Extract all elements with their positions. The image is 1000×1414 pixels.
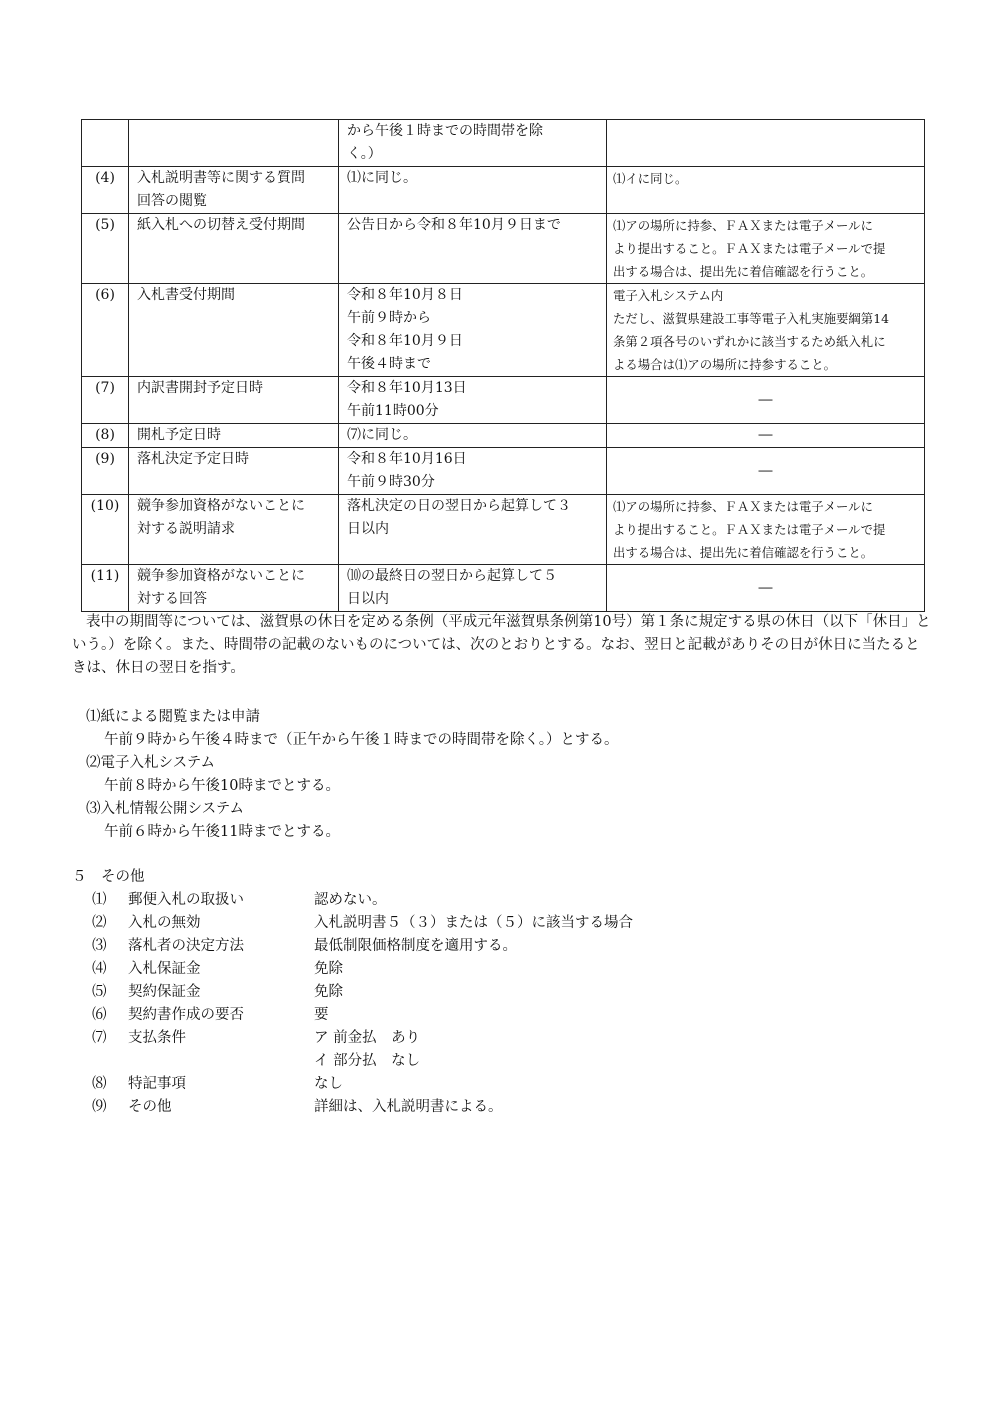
item-value: 要 [314, 1007, 329, 1023]
row-number: (5) [82, 214, 129, 284]
note-cell-line: 条第２項各号のいずれかに該当するため紙入札に [613, 334, 886, 349]
period-cell [339, 448, 607, 495]
item-number: ⑻ [92, 1076, 107, 1092]
note-cell [607, 565, 925, 612]
list-item [72, 1027, 633, 1050]
table-row [82, 214, 925, 284]
list-item [72, 1073, 633, 1096]
row-number [82, 120, 129, 167]
period-cell-line: ⑽の最終日の翌日から起算して５ [347, 568, 557, 584]
hours-value-paper: 午前９時から午後４時まで（正午から午後１時までの時間帯を除く。）とする。 [104, 732, 619, 748]
item-cell-line: 開札予定日時 [137, 427, 221, 443]
item-cell-line: 回答の閲覧 [137, 193, 207, 209]
hours-value-e-bidding: 午前８時から午後10時までとする。 [104, 778, 340, 794]
item-cell-line: 競争参加資格がないことに [137, 498, 305, 514]
table-row [82, 495, 925, 565]
note-cell-line: ― [758, 462, 773, 479]
note-cell [607, 424, 925, 448]
section-5-title: ５ その他 [72, 869, 145, 885]
item-value: 免除 [314, 961, 343, 977]
item-value: 詳細は、入札説明書による。 [314, 1099, 503, 1115]
item-number [72, 1050, 128, 1073]
list-item [72, 1050, 633, 1073]
note-cell [607, 448, 925, 495]
item-cell [129, 448, 339, 495]
item-cell [129, 495, 339, 565]
list-item [72, 981, 633, 1004]
item-key: 特記事項 [128, 1076, 186, 1092]
item-cell [129, 377, 339, 424]
item-value: 免除 [314, 984, 343, 1000]
period-cell [339, 120, 607, 167]
list-item [72, 1004, 633, 1027]
table-row [82, 565, 925, 612]
list-item [72, 889, 633, 912]
note-cell [607, 214, 925, 284]
note-cell-line: より提出すること。ＦＡＸまたは電子メールで提 [613, 522, 886, 537]
note-cell-line: より提出すること。ＦＡＸまたは電子メールで提 [613, 241, 886, 256]
row-number: (4) [82, 167, 129, 214]
item-cell-line: 対する説明請求 [137, 521, 235, 537]
hours-label-paper: ⑴紙による閲覧または申請 [86, 709, 260, 725]
table-footnote: 表中の期間等については、滋賀県の休日を定める条例（平成元年滋賀県条例第10号）第１条に規定する県の休日（以下「休日」という。）を除く。また、時間帯の記載のないものについては、次のとおりとする。なお、翌日と記載がありその日が休日に当たるときは、休日の翌日を指す。 [72, 614, 931, 676]
item-cell-line: 対する回答 [137, 591, 207, 607]
table-row [82, 284, 925, 377]
item-cell-line: 競争参加資格がないことに [137, 568, 305, 584]
item-cell [129, 120, 339, 167]
list-item [72, 958, 633, 981]
item-value: ア 前金払 あり [314, 1030, 421, 1046]
row-number: (6) [82, 284, 129, 377]
schedule-table [81, 119, 925, 612]
note-cell [607, 167, 925, 214]
item-cell [129, 424, 339, 448]
period-cell-line: 令和８年10月16日 [347, 451, 467, 467]
note-cell [607, 120, 925, 167]
period-cell [339, 167, 607, 214]
item-key: 支払条件 [128, 1030, 186, 1046]
period-cell [339, 495, 607, 565]
table-row [82, 377, 925, 424]
period-cell [339, 284, 607, 377]
item-cell [129, 565, 339, 612]
item-value: 入札説明書５（３）または（５）に該当する場合 [314, 915, 633, 931]
row-number: (7) [82, 377, 129, 424]
row-number: (8) [82, 424, 129, 448]
row-number: (9) [82, 448, 129, 495]
period-cell-line: 令和８年10月13日 [347, 380, 467, 396]
period-cell-line: から午後１時までの時間帯を除 [347, 123, 543, 139]
note-cell-line: よる場合は⑴アの場所に持参すること。 [613, 357, 837, 372]
item-number: ⑺ [92, 1030, 107, 1046]
item-number: ⑵ [92, 915, 107, 931]
note-cell-line: 出する場合は、提出先に着信確認を行うこと。 [613, 545, 874, 560]
hours-label-e-bidding: ⑵電子入札システム [86, 755, 216, 771]
item-number: ⑴ [92, 892, 107, 908]
item-number: ⑶ [92, 938, 107, 954]
hours-label-info-system: ⑶入札情報公開システム [86, 801, 245, 817]
item-cell [129, 214, 339, 284]
item-cell-line: 入札説明書等に関する質問 [137, 170, 305, 186]
business-hours-list [72, 706, 618, 844]
period-cell-line: く。） [347, 146, 382, 162]
table-row [82, 120, 925, 167]
note-cell-line: ― [758, 427, 773, 443]
section-5-list [72, 889, 633, 1119]
note-cell [607, 495, 925, 565]
item-key: 入札保証金 [128, 961, 201, 977]
period-cell-line: 令和８年10月８日 [347, 287, 463, 303]
list-item [72, 912, 633, 935]
item-cell-line: 落札決定予定日時 [137, 451, 249, 467]
list-item [72, 1096, 633, 1119]
period-cell [339, 377, 607, 424]
item-number: ⑼ [92, 1099, 107, 1115]
note-cell [607, 377, 925, 424]
note-cell-line: ― [758, 579, 773, 596]
note-cell-line: ⑴アの場所に持参、ＦＡＸまたは電子メールに [613, 218, 873, 233]
item-key: 契約書作成の要否 [128, 1007, 244, 1023]
item-key [128, 1050, 314, 1073]
period-cell-line: 日以内 [347, 591, 389, 607]
item-value: 認めない。 [314, 892, 387, 908]
period-cell [339, 565, 607, 612]
list-item [72, 935, 633, 958]
item-cell-line: 紙入札への切替え受付期間 [137, 217, 305, 233]
item-number: ⑹ [92, 1007, 107, 1023]
note-cell-line: ⑴イに同じ。 [613, 171, 688, 186]
period-cell-line: 落札決定の日の翌日から起算して３ [347, 498, 571, 514]
item-cell [129, 167, 339, 214]
item-value: 最低制限価格制度を適用する。 [314, 938, 517, 954]
period-cell-line: 午前９時30分 [347, 474, 435, 490]
item-cell [129, 284, 339, 377]
note-cell-line: ― [758, 391, 773, 408]
note-cell [607, 284, 925, 377]
item-key: 入札の無効 [128, 915, 201, 931]
item-cell-line: 内訳書開封予定日時 [137, 380, 263, 396]
note-cell-line: 出する場合は、提出先に着信確認を行うこと。 [613, 264, 874, 279]
item-key: 落札者の決定方法 [128, 938, 244, 954]
period-cell [339, 424, 607, 448]
table-row [82, 424, 925, 448]
period-cell [339, 214, 607, 284]
period-cell-line: ⑺に同じ。 [347, 427, 417, 443]
item-key: 契約保証金 [128, 984, 201, 1000]
hours-value-info-system: 午前６時から午後11時までとする。 [104, 824, 340, 840]
note-cell-line: 電子入札システム内 [613, 288, 724, 303]
period-cell-line: 午後４時まで [347, 356, 431, 372]
period-cell-line: 公告日から令和８年10月９日まで [347, 217, 561, 233]
period-cell-line: 午前９時から [347, 310, 431, 326]
note-cell-line: ⑴アの場所に持参、ＦＡＸまたは電子メールに [613, 499, 873, 514]
item-key: その他 [128, 1099, 172, 1115]
item-value: なし [314, 1076, 343, 1092]
table-row [82, 448, 925, 495]
item-cell-line: 入札書受付期間 [137, 287, 235, 303]
table-row [82, 167, 925, 214]
period-cell-line: 日以内 [347, 521, 389, 537]
period-cell-line: ⑴に同じ。 [347, 170, 417, 186]
item-key: 郵便入札の取扱い [128, 892, 244, 908]
note-cell-line: ただし、滋賀県建設工事等電子入札実施要綱第14 [613, 311, 889, 326]
period-cell-line: 午前11時00分 [347, 403, 439, 419]
row-number: (11) [82, 565, 129, 612]
row-number: (10) [82, 495, 129, 565]
item-number: ⑸ [92, 984, 107, 1000]
period-cell-line: 令和８年10月９日 [347, 333, 463, 349]
item-value: イ 部分払 なし [314, 1053, 421, 1069]
item-number: ⑷ [92, 961, 107, 977]
